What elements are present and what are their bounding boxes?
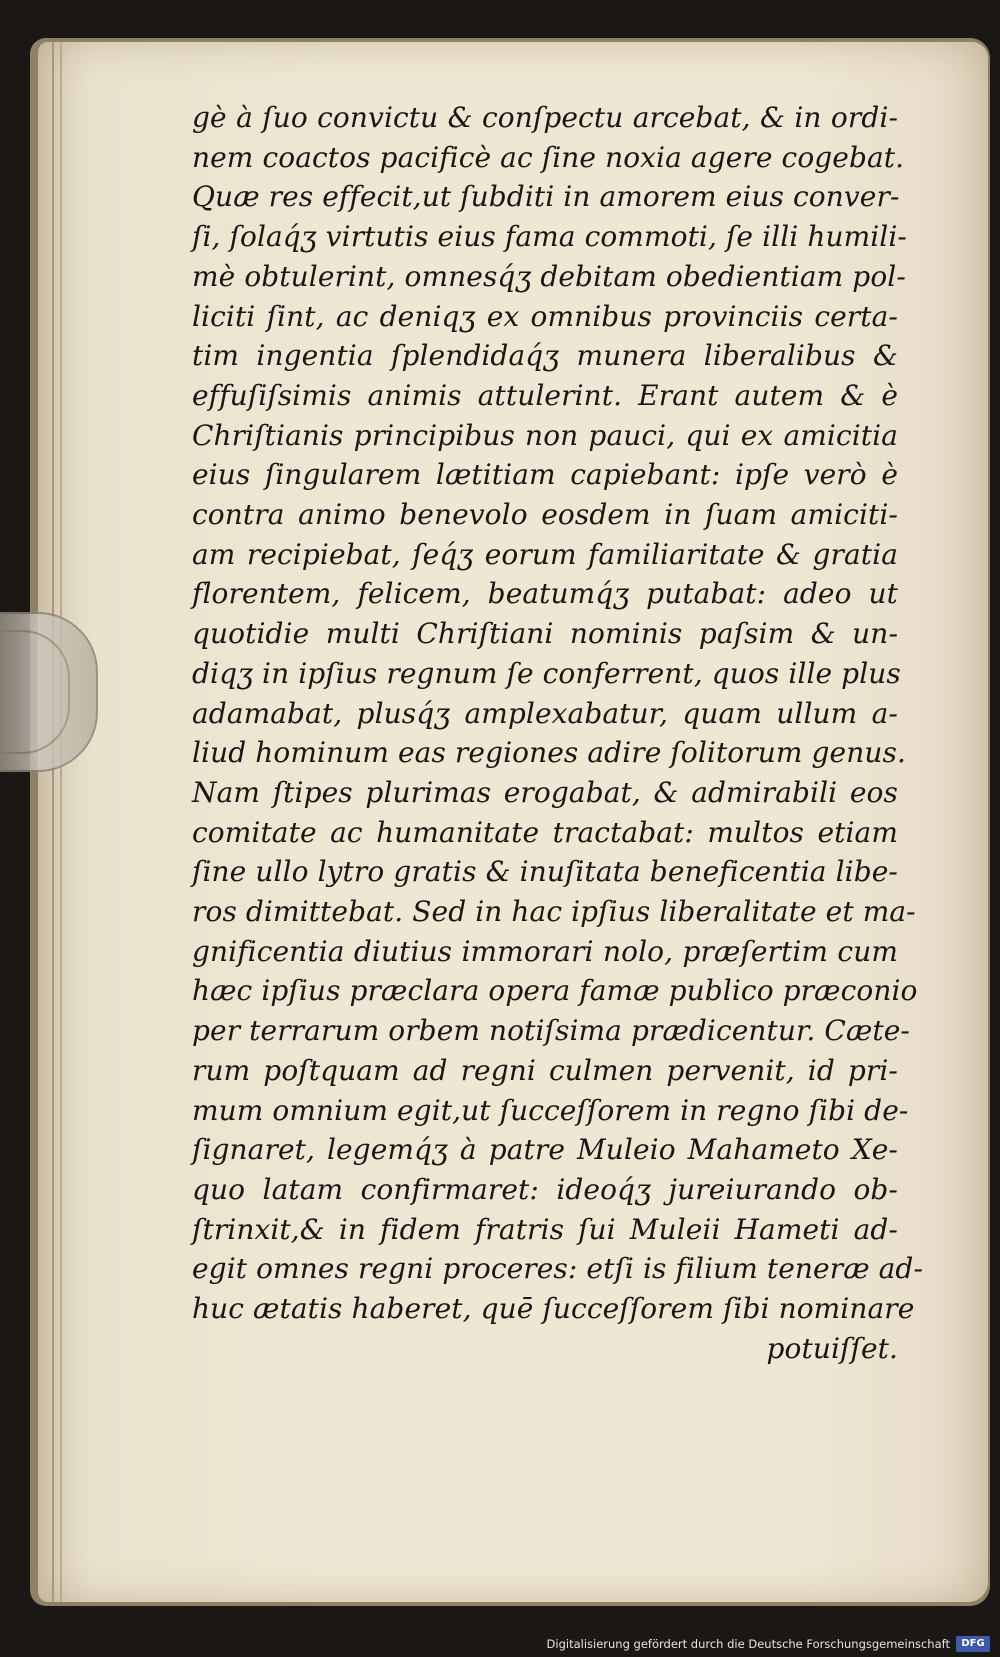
digitization-credit xyxy=(547,1633,990,1655)
text-line: ſignaret, legemq́ʒ à patre Muleio Mahameto Xe- xyxy=(192,1133,898,1167)
text-line: egit omnes regni proceres: etſi is filium teneræ ad- xyxy=(192,1252,924,1286)
text-line: quotidie multi Chriſtiani nominis paſsim & un- xyxy=(192,617,898,651)
text-line: rum poſtquam ad regni culmen pervenit, id pri- xyxy=(192,1053,898,1087)
page-clip-inner xyxy=(0,630,70,754)
text-line: huc ætatis haberet, quē ſucceſſorem ſibi nominare xyxy=(192,1292,915,1326)
text-line: hæc ipſius præclara opera famæ publico præconio xyxy=(192,974,918,1008)
text-line: contra animo benevolo eosdem in ſuam amiciti- xyxy=(192,498,898,532)
text-line: per terrarum orbem notiſsima prædicentur. Cæte- xyxy=(192,1014,910,1048)
text-line: quo latam confirmaret: ideoq́ʒ jureiurando ob- xyxy=(192,1172,898,1206)
text-line: florentem, felicem, beatumq́ʒ putabat: adeo ut xyxy=(192,577,898,611)
text-line: ſi, ſolaq́ʒ virtutis eius fama commoti, ſe illi humili- xyxy=(192,220,907,254)
text-line: ſine ullo lytro gratis & inuſitata beneficentia libe- xyxy=(192,855,898,889)
text-line: diqʒ in ipſius regnum ſe conferrent, quos ille plus xyxy=(192,656,901,690)
text-line: am recipiebat, ſeq́ʒ eorum familiaritate & gratia xyxy=(192,537,898,571)
text-line: eius ſingularem lætitiam capiebant: ipſe verò è xyxy=(192,458,898,492)
dfg-logo: DFG xyxy=(956,1636,990,1652)
text-line-last: potuiſſet. xyxy=(766,1331,898,1365)
page-edge-stack xyxy=(52,42,62,1602)
text-line: mum omnium egit,ut ſucceſſorem in regno ſibi de- xyxy=(192,1093,909,1127)
text-line: ros dimittebat. Sed in hac ipſius liberalitate et ma- xyxy=(192,895,916,929)
text-line: Chriſtianis principibus non pauci, qui ex amicitia xyxy=(192,418,898,452)
text-line: gnificentia diutius immorari nolo, præſertim cum xyxy=(192,934,898,968)
text-line: liciti ſint, ac deniqʒ ex omnibus provinciis certa- xyxy=(192,299,898,333)
credit-text: Digitalisierung gefördert durch die Deutsche Forschungsgemeinschaft xyxy=(546,1637,950,1651)
text-line: liud hominum eas regiones adire ſolitorum genus. xyxy=(192,736,906,770)
text-line: mè obtulerint, omnesq́ʒ debitam obedientiam pol- xyxy=(192,259,906,293)
page-clip xyxy=(0,612,98,772)
text-line: comitate ac humanitate tractabat: multos etiam xyxy=(192,815,898,849)
text-line: effuſiſsimis animis attulerint. Erant autem & è xyxy=(192,378,898,412)
text-line: adamabat, plusq́ʒ amplexabatur, quam ullum a- xyxy=(192,696,898,730)
text-line: ſtrinxit,& in fidem fratris ſui Muleii Hameti ad- xyxy=(192,1212,898,1246)
text-line: Nam ſtipes plurimas erogabat, & admirabili eos xyxy=(192,775,898,809)
text-line: Quæ res effecit,ut ſubditi in amorem eius conver- xyxy=(192,180,900,214)
text-line: tim ingentia ſplendidaq́ʒ munera liberalibus & xyxy=(192,339,898,373)
text-line: gè à ſuo convictu & conſpectu arcebat, & in ordi- xyxy=(192,101,898,134)
text-line: nem coactos pacificè ac ſine noxia agere cogebat. xyxy=(192,140,905,174)
page-text xyxy=(192,98,924,1369)
